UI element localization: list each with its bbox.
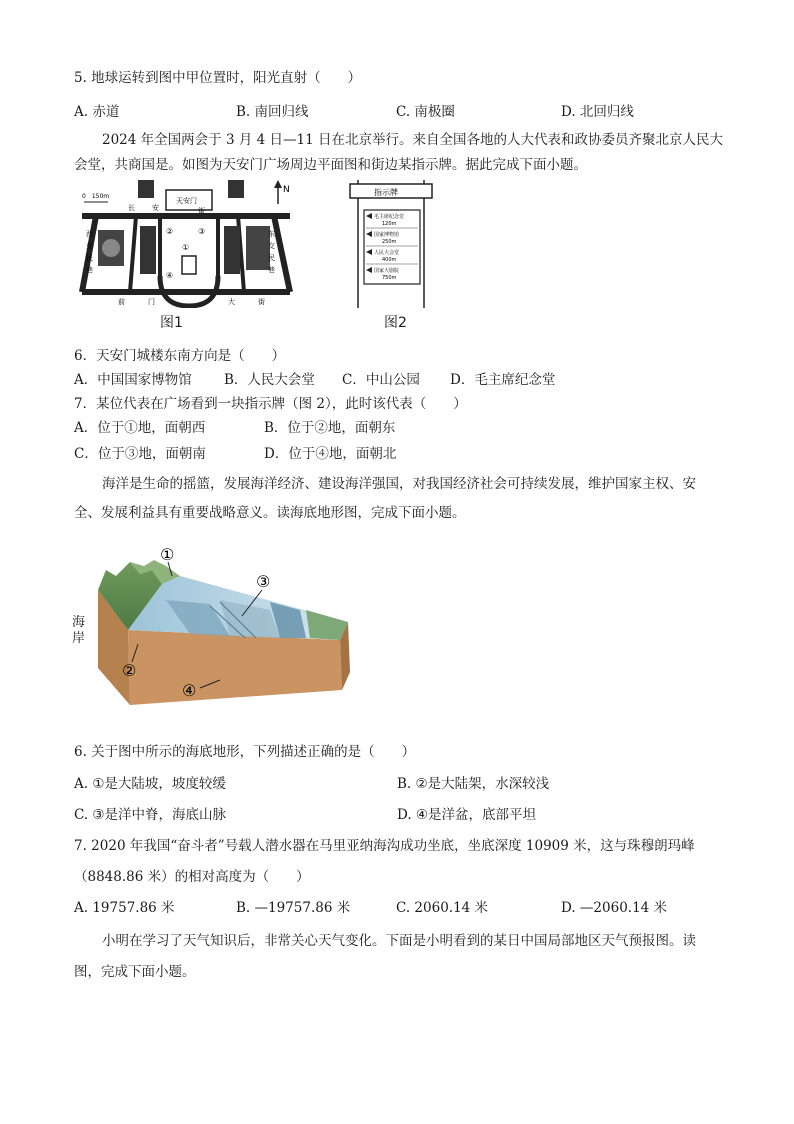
q6a-option-a: A．中国国家博物馆	[74, 372, 192, 388]
fig1-caption: 图1	[160, 315, 183, 331]
marker-2: ②	[122, 661, 137, 680]
coast-label: 海岸	[72, 615, 86, 646]
sign-item-name: 国家博物馆	[374, 232, 400, 238]
road-label: 街	[198, 207, 205, 215]
marker-4: ④	[166, 271, 174, 280]
q7b-option-c: C. 2060.14 米	[396, 900, 489, 916]
q5-stem: 5. 地球运转到图中甲位置时，阳光直射（ ）	[74, 70, 362, 86]
signpost-figure	[344, 180, 440, 308]
sign-item-dist: 120m	[382, 221, 397, 227]
q7b-line1: 7. 2020 年我国“奋斗者”号载人潜水器在马里亚纳海沟成功坐底，坐底深度 10909 米，这与珠穆朗玛峰	[74, 838, 695, 854]
q6a-option-d: D．毛主席纪念堂	[450, 372, 556, 388]
road-label: 大	[228, 298, 235, 306]
intro1-line2: 会堂，共商国是。如图为天安门广场周边平面图和街边某指示牌。据此完成下面小题。	[74, 157, 587, 173]
q6a-stem: 6．天安门城楼东南方向是（ ）	[74, 348, 286, 364]
q6b-options-row2	[74, 803, 754, 823]
seafloor-figure	[70, 540, 360, 715]
intro1-line1: 2024 年全国两会于 3 月 4 日—11 日在北京举行。来自全国各地的人大代表和政协委员齐聚北京人民大	[102, 132, 723, 148]
sign-item-name: 国家大剧院	[374, 268, 400, 274]
road-label: 民	[268, 254, 275, 262]
road-label: 西	[86, 230, 93, 238]
marker-4: ④	[182, 681, 197, 700]
marker-2: ②	[166, 227, 174, 236]
road-label: 街	[258, 298, 265, 306]
q6a-option-b: B．人民大会堂	[224, 372, 315, 388]
sign-item-name: 人民大会堂	[374, 250, 400, 256]
marker-1: ①	[182, 243, 190, 252]
q7b-option-b: B. —19757.86 米	[236, 900, 351, 916]
sign-item-dist: 750m	[382, 275, 397, 281]
q7a-option-b: B．位于②地，面朝东	[264, 420, 396, 436]
q7a-option-a: A．位于①地，面朝西	[74, 420, 206, 436]
tiananmen-map-figure	[78, 180, 298, 308]
road-label: 前	[118, 298, 125, 306]
intro3-line1: 小明在学习了天气知识后，非常关心天气变化。下面是小明看到的某日中国局部地区天气预报图。读	[102, 933, 696, 949]
q6a-option-c: C．中山公园	[342, 372, 420, 388]
signpost-title: 指示牌	[374, 188, 398, 197]
road-label: 巷	[86, 266, 93, 274]
q6b-stem: 6. 关于图中所示的海底地形，下列描述正确的是（ ）	[74, 744, 416, 760]
q5-option-c: C. 南极圈	[396, 104, 455, 120]
marker-3: ③	[256, 572, 271, 591]
q7b-option-d: D. —2060.14 米	[561, 900, 668, 916]
tiananmen-label: 天安门	[176, 197, 197, 205]
q7a-options-row1	[74, 416, 754, 436]
intro2-line2: 全、发展利益具有重要战略意义。读海底地形图，完成下面小题。	[74, 505, 466, 521]
road-label: 巷	[268, 266, 275, 274]
q7a-stem: 7．某位代表在广场看到一块指示牌（图 2），此时该代表（ ）	[74, 396, 467, 412]
sign-item-dist: 400m	[382, 257, 397, 263]
q7b-option-a: A. 19757.86 米	[74, 900, 175, 916]
q6b-option-b: B. ②是大陆架，水深较浅	[397, 776, 550, 792]
q6a-options	[74, 368, 754, 388]
marker-3: ③	[198, 227, 206, 236]
sign-item-name: 毛主席纪念堂	[374, 214, 405, 220]
road-label: 东	[268, 230, 275, 238]
q7b-line2: （8848.86 米）的相对高度为（ ）	[74, 869, 310, 885]
q6b-option-a: A. ①是大陆坡，坡度较缓	[74, 776, 226, 792]
road-label: 交	[86, 242, 93, 250]
q7a-option-d: D．位于④地，面朝北	[264, 446, 397, 462]
fig2-caption: 图2	[384, 315, 407, 331]
road-label: 安	[152, 204, 159, 212]
q7a-options-row2	[74, 442, 754, 462]
road-label: 交	[268, 242, 275, 250]
road-label: 民	[86, 254, 93, 262]
scale-label: 0 150m	[82, 193, 110, 200]
q5-option-b: B. 南回归线	[236, 104, 309, 120]
intro3-line2: 图，完成下面小题。	[74, 964, 196, 980]
q5-option-a: A. 赤道	[74, 104, 120, 120]
road-label: 门	[148, 298, 155, 306]
sign-item-dist: 250m	[382, 239, 397, 245]
marker-1: ①	[160, 545, 175, 564]
intro2-line1: 海洋是生命的摇篮，发展海洋经济、建设海洋强国，对我国经济社会可持续发展，维护国家主权、安	[102, 476, 696, 492]
q6b-option-c: C. ③是洋中脊，海底山脉	[74, 807, 227, 823]
q7a-option-c: C．位于③地，面朝南	[74, 446, 206, 462]
q5-option-d: D. 北回归线	[561, 104, 634, 120]
q6b-option-d: D. ④是洋盆，底部平坦	[397, 807, 537, 823]
road-label: 长	[128, 204, 135, 212]
q5-options	[74, 100, 754, 120]
q6b-options-row1	[74, 772, 754, 792]
north-label: N	[283, 185, 290, 195]
q7b-options	[74, 896, 754, 916]
